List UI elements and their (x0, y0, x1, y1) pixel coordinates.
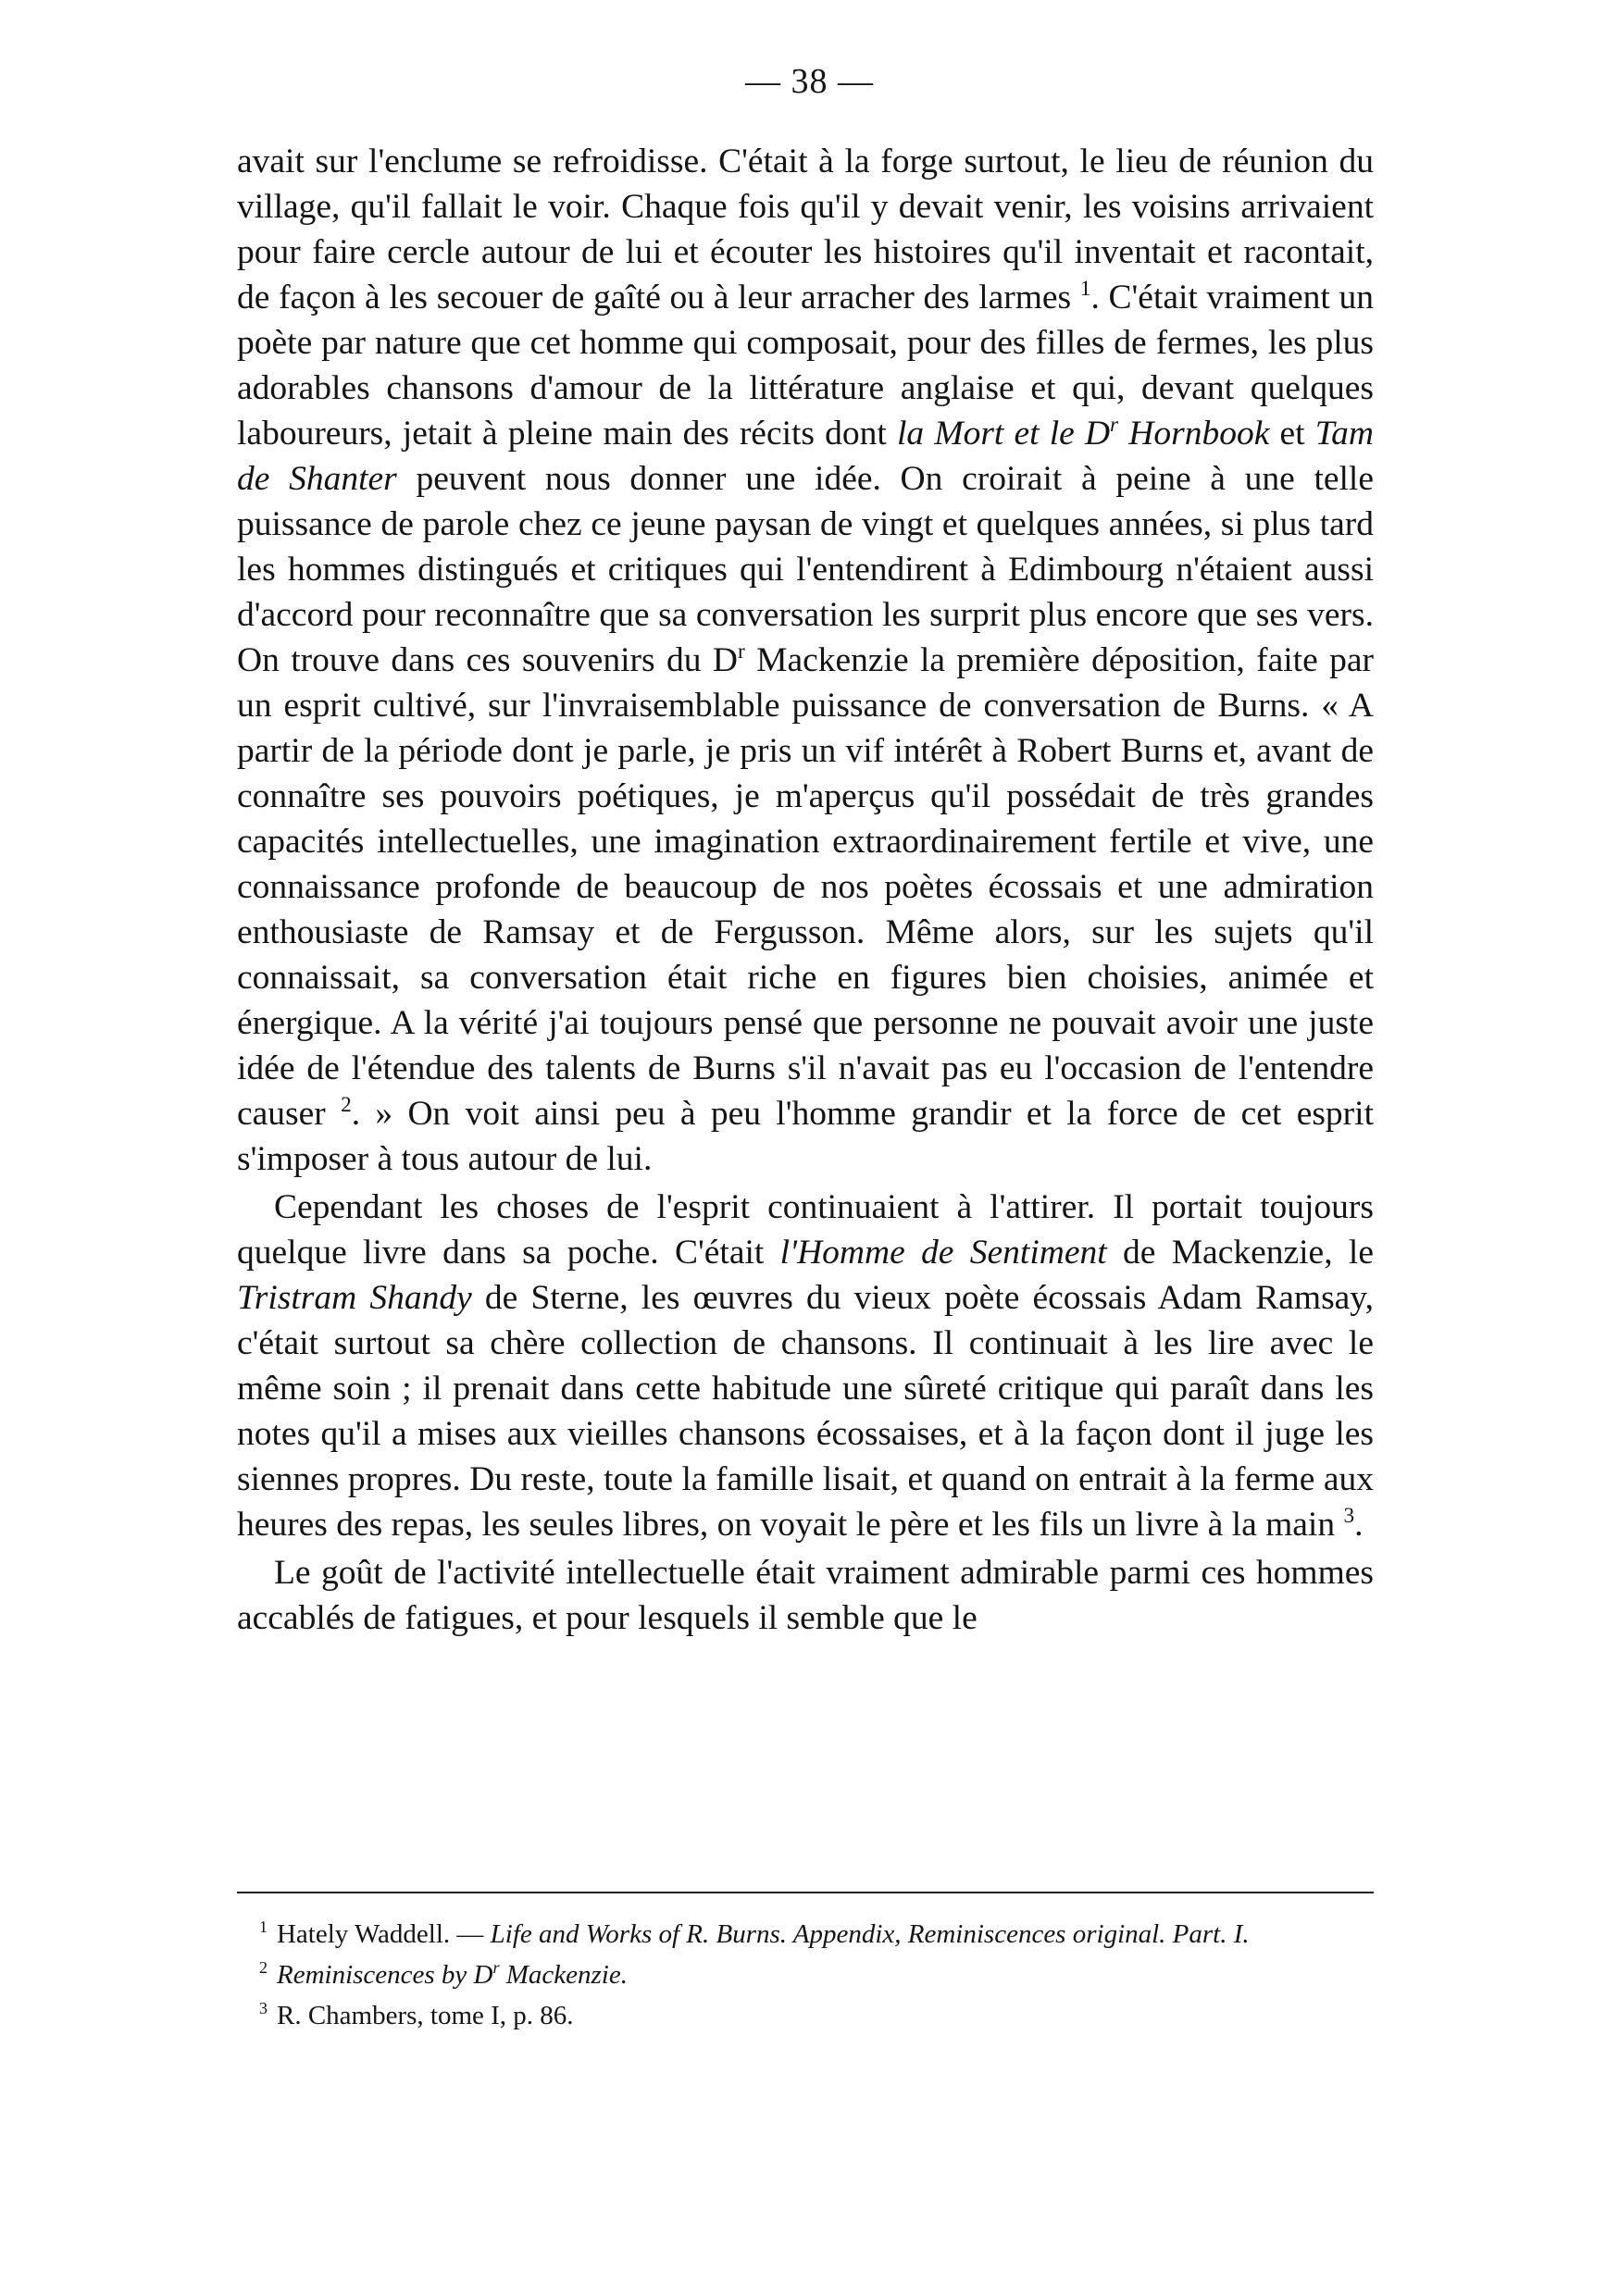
text-run: Hately Waddell. — (276, 1919, 491, 1949)
text-run: . C'était vraiment un poète par nature que cet homme qui composait, pour des filles de fermes, les plus adorables chansons d'amour de la littérature anglaise et qui, devant quelques laboureurs, jetait à pleine main des récits dont (237, 279, 1374, 453)
footnote-divider (237, 1892, 1374, 1893)
text-run: Mackenzie. (499, 1960, 628, 1990)
abbreviation-superscript: r (492, 1958, 500, 1978)
text-run: Reminiscences by D (276, 1960, 493, 1990)
work-title: Tam de Shanter (237, 415, 1374, 498)
text-run: . » On voit ainsi peu à peu l'homme grandir et la force de cet esprit s'imposer à tous autour de lui. (237, 1095, 1375, 1178)
text-run: Le goût de l'activité intellectuelle était vraiment admirable parmi ces hommes accablés de fatigues, et pour lesquels il semble que le (237, 1554, 1374, 1637)
work-title: Tristram Shandy (237, 1279, 472, 1317)
text-run: peuvent nous donner une idée. On croirait à peine à une telle puissance de parole chez ce jeune paysan de vingt et quelques années, si plus tard les hommes distingués et critiques qui l'entendirent à Edimbourg n'étaient aussi d'accord pour reconnaître que sa conversation les surprit plus encore que ses vers. On trouve dans ces souvenirs du D (237, 460, 1374, 679)
text-run: de Mackenzie, le (1106, 1234, 1374, 1272)
footnote-3: $^3$ R. Chambers, tome I, p. 86. (259, 1999, 574, 2030)
work-title (897, 415, 1269, 453)
paragraph (237, 139, 1374, 1182)
footnotes (237, 1917, 1374, 2040)
footnote-2: $^2$ Reminiscences by $D^r$ Mackenzie. (259, 1958, 628, 1990)
paragraph (237, 1550, 1374, 1641)
text-run: . (1354, 1506, 1364, 1544)
work-title: Life and Works of R. Burns. Appendix, Reminiscences original. Part. I. (490, 1919, 1250, 1949)
paragraph (237, 1185, 1374, 1547)
text-run: la Mort et le D (897, 415, 1111, 453)
footnote-1: $^1$ Hately Waddell. — Life and Works of R. Burns. Appendix, Reminiscences original. Part. I. (259, 1917, 1250, 1949)
work-title: l'Homme de Sentiment (779, 1234, 1107, 1272)
text-run: de Sterne, les œuvres du vieux poète écossais Adam Ramsay, c'était surtout sa chère collection de chansons. Il continuait à les lire avec le même soin ; il prenait dans cette habitude une sûreté critique qui paraît dans les notes qu'il a mises aux vieilles chansons écossaises, et à la façon dont il juge les siennes propres. Du reste, toute la famille lisait, et quand on entrait à la ferme aux heures des repas, les seules libres, on voyait le père et les fils un livre à la main (237, 1279, 1374, 1544)
footnote-ref-1[interactable]: 1 (1079, 277, 1091, 302)
footnote-ref-2[interactable]: 2 (341, 1093, 352, 1118)
work-title (277, 1960, 628, 1990)
text-run: Cependant les choses de l'esprit continuaient à l'attirer. Il portait toujours quelque livre dans sa poche. C'était (237, 1188, 1374, 1272)
text-run: avait sur l'enclume se refroidisse. C'était à la forge surtout, le lieu de réunion du village, qu'il fallait le voir. Chaque fois qu'il y devait venir, les voisins arrivaient pour faire cercle autour de lui et écouter les histoires qu'il inventait et racontait, de façon à les secouer de gaîté ou à leur arracher des larmes (237, 143, 1374, 316)
page-number: — 38 — (745, 62, 874, 101)
body-text (237, 139, 1374, 1641)
text-run: Hornbook (1118, 415, 1270, 453)
text-run: Mackenzie la première déposition, faite par un esprit cultivé, sur l'invraisemblable puissance de conversation de Burns. « A partir de la période dont je parle, je pris un vif intérêt à Robert Burns et, avant de connaître ses pouvoirs poétiques, je m'aperçus qu'il possédait de très grandes capacités intellectuelles, une imagination extraordinairement fertile et vive, une connaissance profonde de beaucoup de nos poètes écossais et une admiration enthousiaste de Ramsay et de Fergusson. Même alors, sur les sujets qu'il connaissait, sa conversation était riche en figures bien choisies, animée et énergique. A la vérité j'ai toujours pensé que personne ne pouvait avoir une juste idée de l'étendue des talents de Burns s'il n'avait pas eu l'occasion de l'entendre causer (237, 641, 1374, 1133)
footnote-ref-3[interactable]: 3 (1343, 1504, 1355, 1529)
text-run: et (1269, 415, 1315, 453)
abbreviation-superscript: r (1110, 413, 1119, 438)
text-run: R. Chambers, tome I, p. 86. (276, 2001, 574, 2030)
abbreviation-superscript: r (737, 639, 745, 664)
